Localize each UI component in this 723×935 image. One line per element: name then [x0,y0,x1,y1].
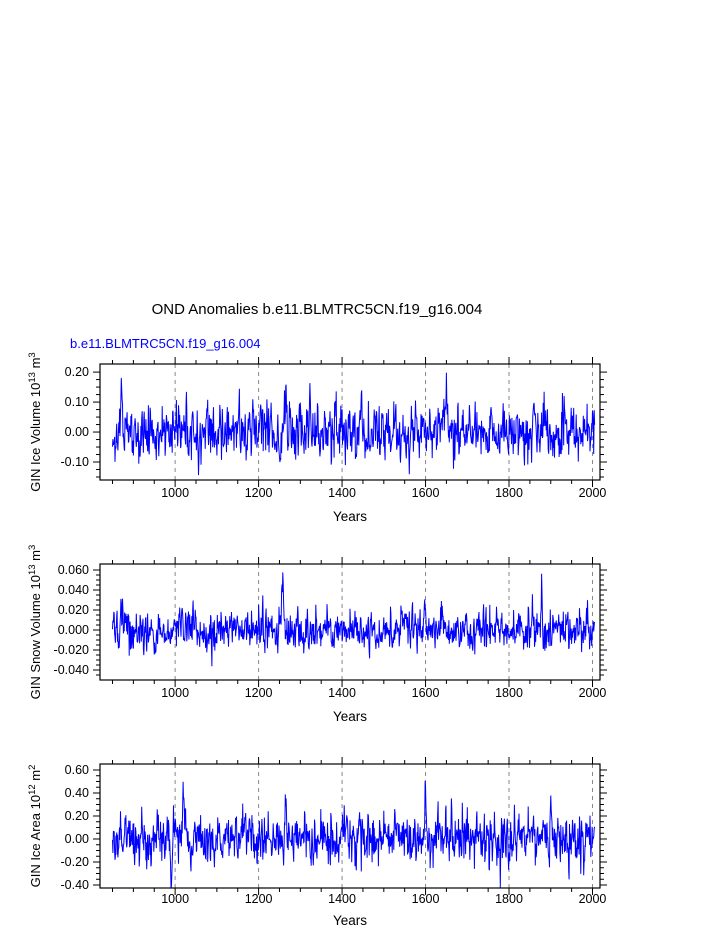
x-tick-label: 1800 [495,892,523,906]
y-tick-label: -0.040 [53,663,89,677]
y-tick-label: 0.40 [64,785,89,800]
y-tick-label: -0.40 [60,878,89,893]
y-tick-label: 0.000 [57,623,89,637]
y-tick-label: 0.040 [57,583,89,597]
series-line-gin-ice-area [113,781,595,888]
y-tick-label: -0.020 [53,643,89,657]
series-line-gin-ice-volume [113,373,595,476]
x-tick-label: 2000 [578,486,607,500]
x-tick-label: 1000 [161,486,190,500]
y-axis-title: GIN Snow Volume $10^{13}$ $m^3$ [27,544,43,700]
x-tick-label: 2000 [578,686,607,700]
x-tick-label: 1600 [411,686,440,700]
figure-title: OND Anomalies b.e11.BLMTRC5CN.f19_g16.004 [151,301,483,318]
x-tick-label: 1200 [244,686,273,700]
x-tick-label: 1800 [495,686,523,700]
x-axis-title: Years [332,709,368,724]
y-tick-label: 0.00 [64,425,89,440]
x-tick-label: 1200 [244,892,273,906]
y-tick-label: 0.20 [64,808,89,823]
x-tick-label: 1400 [328,892,356,906]
y-tick-label: 0.00 [64,831,89,846]
x-tick-label: 1000 [161,892,190,906]
y-tick-label: 0.20 [64,365,89,380]
x-tick-label: 1800 [495,486,523,500]
x-axis-title: Years [332,509,368,524]
y-tick-label: -0.20 [60,855,89,870]
y-tick-label: -0.10 [60,455,89,470]
y-axis-title: GIN Ice Area $10^{12}$ $m^2$ [27,764,43,888]
x-tick-label: 1400 [328,686,356,700]
y-axis-title: GIN Ice Volume $10^{13}$ $m^3$ [27,352,43,492]
y-tick-label: 0.020 [57,603,89,617]
y-tick-label: 0.60 [64,762,89,777]
x-tick-label: 1600 [411,486,440,500]
series-legend-label: b.e11.BLMTRC5CN.f19_g16.004 [70,336,261,351]
series-line-gin-snow-volume [113,572,595,666]
x-tick-label: 1000 [161,686,190,700]
y-tick-label: 0.060 [57,563,89,577]
x-tick-label: 2000 [578,892,607,906]
x-tick-label: 1400 [328,486,356,500]
x-axis-title: Years [332,913,368,928]
y-tick-label: 0.10 [64,395,89,410]
x-tick-label: 1200 [244,486,273,500]
x-tick-label: 1600 [411,892,440,906]
